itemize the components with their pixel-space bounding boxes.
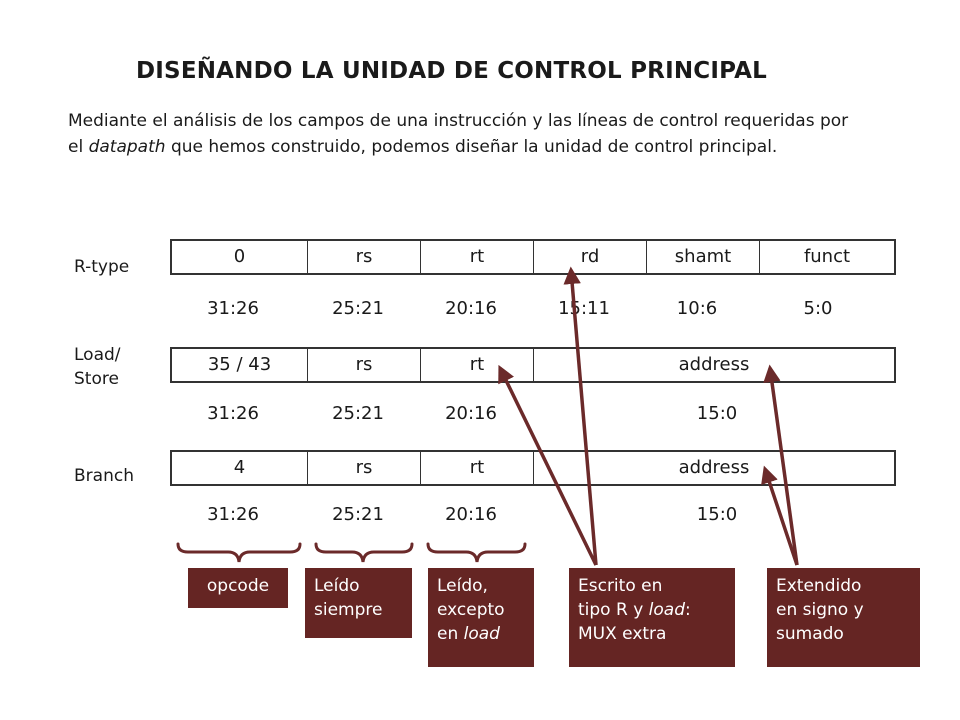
callout-read-always <box>305 568 412 638</box>
rtype-bit-op: 31:26 <box>207 298 259 319</box>
arrow-to-address-loadstore <box>770 368 797 565</box>
loadstore-bit-rt: 20:16 <box>445 403 497 424</box>
loadstore-field-rt: rt <box>421 349 534 381</box>
rtype-field-shamt: shamt <box>647 241 760 273</box>
rtype-bit-rt: 20:16 <box>445 298 497 319</box>
loadstore-field-rs: rs <box>308 349 421 381</box>
callout-extended-line2: en signo y <box>776 600 864 620</box>
loadstore-field-op: 35 / 43 <box>172 349 308 381</box>
callout-read-always-line1: Leído <box>314 576 360 596</box>
branch-field-rt: rt <box>421 452 534 484</box>
callout-written-line2-suffix: : <box>685 600 691 620</box>
brace-rt <box>428 544 525 562</box>
branch-field-op: 4 <box>172 452 308 484</box>
rtype-bit-funct: 5:0 <box>803 298 833 319</box>
rtype-bit-rd: 15:11 <box>558 298 610 319</box>
loadstore-bit-op: 31:26 <box>207 403 259 424</box>
callout-read-except-line3-emph: load <box>463 624 500 644</box>
arrow-to-address-branch <box>765 469 797 565</box>
callout-written-line2-emph: load <box>648 600 686 620</box>
callout-extended-line3: sumado <box>776 624 844 644</box>
loadstore-field-address: address <box>678 354 750 375</box>
rtype-field-rd: rd <box>534 241 647 273</box>
rtype-field-rt: rt <box>421 241 534 273</box>
rtype-field-rs: rs <box>308 241 421 273</box>
intro-emphasis: datapath <box>88 137 166 157</box>
branch-bit-op: 31:26 <box>207 504 259 525</box>
intro-text-2: que hemos construido, podemos diseñar la unidad de control principal. <box>165 137 778 157</box>
branch-bit-address: 15:0 <box>696 504 738 525</box>
rtype-field-funct: funct <box>803 246 851 267</box>
loadstore-label-line1: Load/ <box>74 345 121 365</box>
branch-bit-rt: 20:16 <box>445 504 497 525</box>
callout-read-except-line3 <box>437 622 525 646</box>
callout-written <box>569 568 735 667</box>
loadstore-label-line2: Store <box>74 369 119 389</box>
rtype-label: R-type <box>74 257 130 277</box>
callout-written-line2 <box>578 598 726 622</box>
branch-field-address: address <box>678 457 750 478</box>
brace-rs <box>316 544 412 562</box>
callout-read-always-line2: siempre <box>314 600 383 620</box>
callout-extended-line1: Extendido <box>776 576 862 596</box>
callout-opcode: opcode <box>188 568 288 608</box>
branch-field-rs: rs <box>308 452 421 484</box>
callout-read-except-load <box>428 568 534 667</box>
rtype-bit-shamt: 10:6 <box>676 298 718 319</box>
rtype-field-op: 0 <box>172 241 308 273</box>
branch-label: Branch <box>74 466 134 486</box>
callout-written-line2-prefix: tipo R y <box>578 600 649 620</box>
loadstore-bit-address: 15:0 <box>696 403 738 424</box>
callout-written-line1: Escrito en <box>578 576 663 596</box>
loadstore-bit-rs: 25:21 <box>332 403 384 424</box>
callout-written-line3: MUX extra <box>578 624 667 644</box>
branch-bit-rs: 25:21 <box>332 504 384 525</box>
callout-read-except-line1: Leído, <box>437 576 488 596</box>
callout-read-except-line3-prefix: en <box>437 624 464 644</box>
callout-extended <box>767 568 920 667</box>
intro-text-1: Mediante el análisis de los campos de una instrucción y las líneas de control requeridas por el <box>68 111 849 157</box>
page-title: DISEÑANDO LA UNIDAD DE CONTROL PRINCIPAL <box>136 58 767 84</box>
brace-opcode <box>178 544 300 562</box>
callout-read-except-line2: excepto <box>437 600 505 620</box>
rtype-bit-rs: 25:21 <box>332 298 384 319</box>
